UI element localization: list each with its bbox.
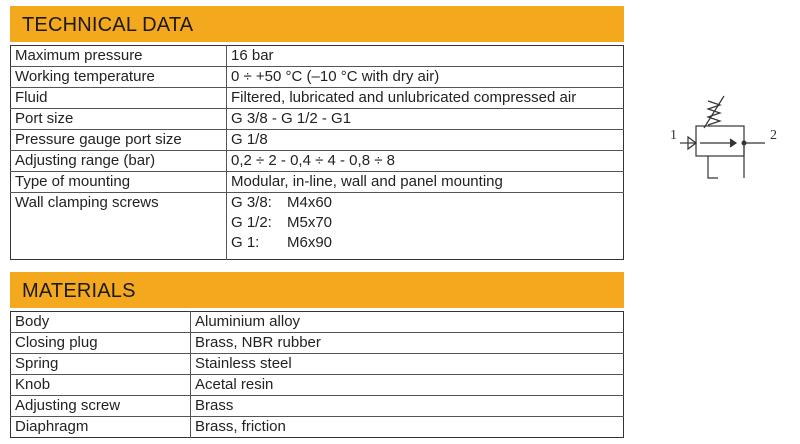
table-row (11, 46, 624, 67)
valve-body (696, 126, 744, 156)
screw-port-size: G 1: (231, 234, 260, 251)
screw-port-size: G 3/8: (231, 194, 272, 211)
row-label: Body (11, 312, 191, 333)
junction-dot (742, 141, 747, 146)
materials-header (10, 272, 624, 308)
materials-title: MATERIALS (22, 280, 136, 302)
pressure-regulator-symbol-icon (660, 90, 780, 186)
table-row (11, 130, 624, 151)
row-label: Diaphragm (11, 417, 191, 438)
row-value: 0 ÷ +50 °C (–10 °C with dry air) (227, 67, 624, 88)
port-2-label: 2 (770, 128, 777, 143)
screw-type: M5x70 (287, 214, 333, 231)
row-value: Aluminium alloy (191, 312, 624, 333)
row-value: Stainless steel (191, 354, 624, 375)
row-label: Working temperature (11, 67, 227, 88)
screw-type: M6x90 (287, 234, 333, 251)
table-row (11, 375, 624, 396)
technical-data-header (10, 6, 624, 42)
row-label: Knob (11, 375, 191, 396)
table-row (11, 312, 624, 333)
row-value: 16 bar (227, 46, 624, 67)
port-1-label: 1 (670, 128, 677, 143)
row-label: Fluid (11, 88, 227, 109)
table-row (11, 172, 624, 193)
table-row (11, 67, 624, 88)
table-row (11, 109, 624, 130)
screw-entry (231, 233, 619, 253)
row-value: Acetal resin (191, 375, 624, 396)
technical-data-table (10, 45, 624, 260)
row-label: Closing plug (11, 333, 191, 354)
table-row (11, 88, 624, 109)
row-value: Brass (191, 396, 624, 417)
row-value: G 3/8 - G 1/2 - G1 (227, 109, 624, 130)
row-value: Brass, NBR rubber (191, 333, 624, 354)
row-label: Maximum pressure (11, 46, 227, 67)
row-label: Type of mounting (11, 172, 227, 193)
screw-entry (231, 193, 619, 213)
row-label: Port size (11, 109, 227, 130)
row-value: 0,2 ÷ 2 - 0,4 ÷ 4 - 0,8 ÷ 8 (227, 151, 624, 172)
table-row (11, 151, 624, 172)
row-label: Adjusting range (bar) (11, 151, 227, 172)
table-row (11, 333, 624, 354)
row-label: Spring (11, 354, 191, 375)
row-label: Wall clamping screws (11, 193, 227, 260)
table-row (11, 193, 624, 260)
row-value: Brass, friction (195, 418, 286, 435)
table-row (11, 396, 624, 417)
screw-entry (231, 213, 619, 233)
row-value: G 1/8 (227, 130, 624, 151)
screw-type: M4x60 (287, 194, 333, 211)
screw-port-size: G 1/2: (231, 214, 272, 231)
table-row (11, 417, 624, 438)
technical-data-title: TECHNICAL DATA (22, 14, 194, 36)
row-value: Filtered, lubricated and unlubricated compressed air (227, 88, 624, 109)
row-label: Pressure gauge port size (11, 130, 227, 151)
row-value (227, 193, 624, 260)
row-value: Modular, in-line, wall and panel mounting (227, 172, 624, 193)
materials-table (10, 311, 624, 438)
table-row (11, 354, 624, 375)
row-label: Adjusting screw (11, 396, 191, 417)
